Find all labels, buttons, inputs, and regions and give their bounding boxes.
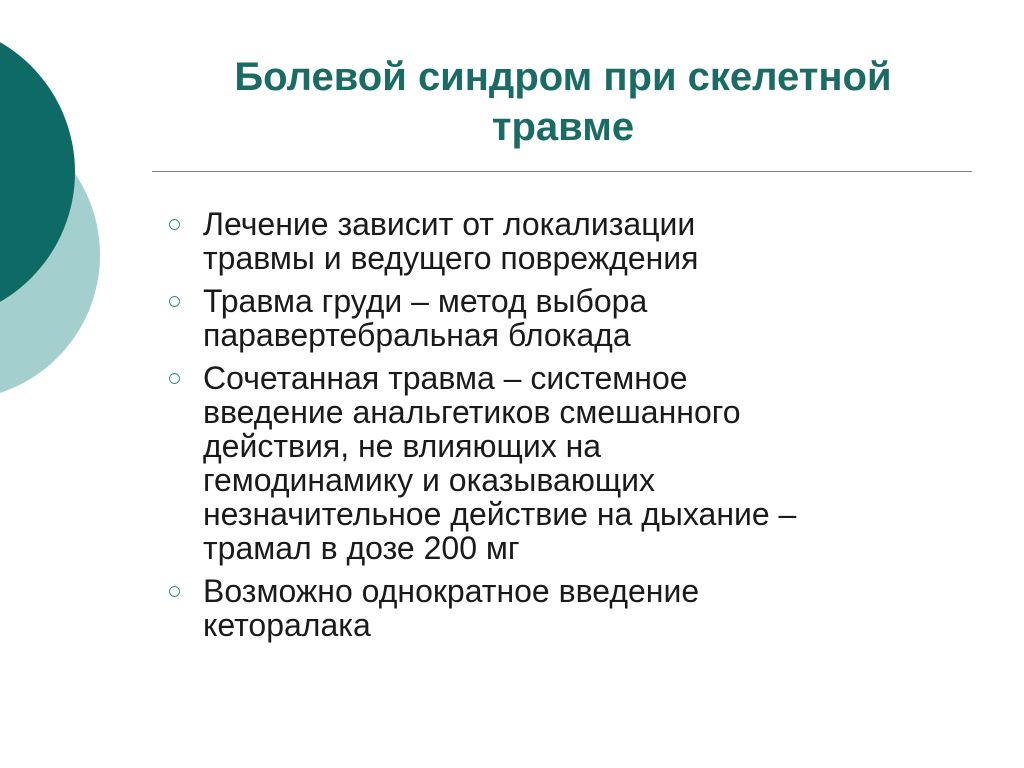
- bullet-text-line: травмы и ведущего повреждения: [203, 240, 699, 276]
- bullet-text-line: кеторалака: [203, 607, 371, 643]
- bullet-text-line: Возможно однократное введение: [203, 573, 700, 609]
- slide-title: [150, 52, 976, 152]
- bullet-text-line: паравертебральная блокада: [203, 317, 631, 353]
- hollow-circle-icon: [169, 373, 180, 384]
- bullet-item: [160, 361, 960, 565]
- bullet-text-line: трамал в дозе 200 мг: [203, 530, 520, 566]
- bullet-text-line: незначительное действие на дыхание –: [203, 496, 797, 532]
- bullet-text-line: Сочетанная травма – системное: [203, 360, 688, 396]
- bullet-list: [160, 207, 960, 651]
- hollow-circle-icon: [169, 296, 180, 307]
- bullet-item: [160, 207, 960, 275]
- bullet-text-line: Лечение зависит от локализации: [203, 206, 696, 242]
- hollow-circle-icon: [169, 219, 180, 230]
- bullet-item: [160, 284, 960, 352]
- hollow-circle-icon: [169, 586, 180, 597]
- bullet-text-line: введение анальгетиков смешанного: [203, 394, 741, 430]
- title-divider: [152, 171, 972, 172]
- bullet-text-line: Травма груди – метод выбора: [203, 283, 648, 319]
- bullet-text-line: гемодинамику и оказывающих: [203, 462, 656, 498]
- slide-title-line: травме: [491, 105, 635, 149]
- bullet-item: [160, 574, 960, 642]
- bullet-text-line: действия, не влияющих на: [203, 428, 602, 464]
- slide-title-line: Болевой синдром при скелетной: [234, 55, 892, 99]
